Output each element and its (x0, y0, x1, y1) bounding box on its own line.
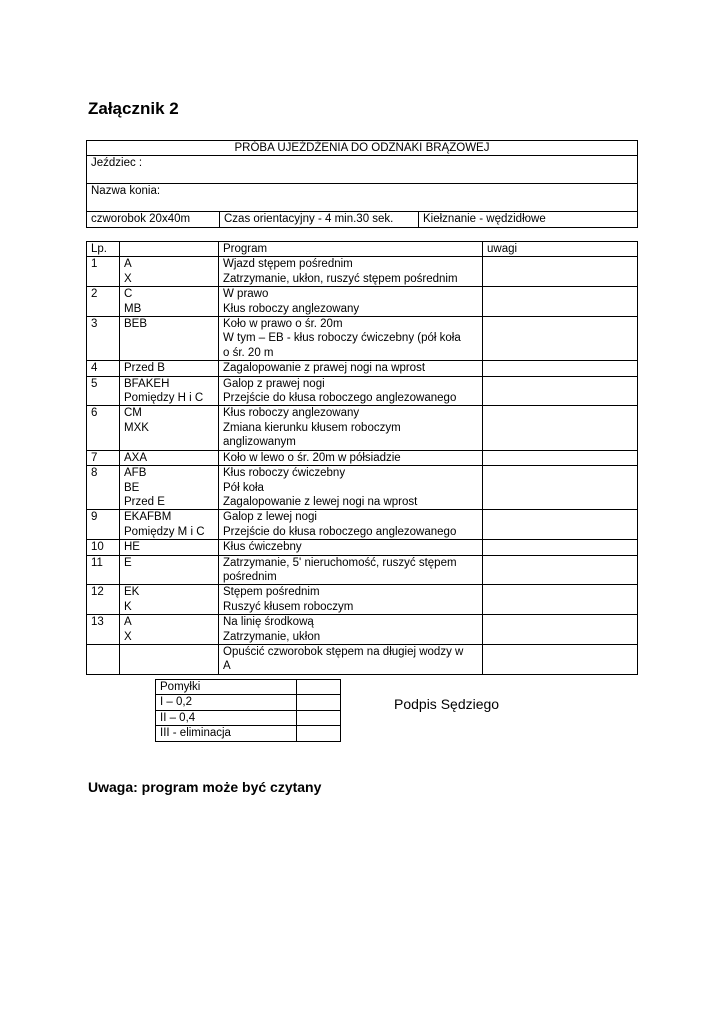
row-letters (120, 406, 219, 450)
program-row (87, 615, 638, 645)
row-number: 5 (87, 376, 120, 406)
arena-letter: E (124, 556, 132, 569)
arena-letter: BE (124, 481, 140, 494)
row-remarks (483, 450, 638, 465)
bridle-type: Kiełznanie - wędzidłowe (419, 212, 638, 227)
error-penalty-1: I – 0,2 (156, 695, 297, 710)
arena-letter: MXK (124, 421, 149, 434)
arena-letter: A (124, 258, 132, 271)
program-row (87, 540, 638, 555)
row-program (219, 644, 483, 674)
row-number: 6 (87, 406, 120, 450)
program-line: Opuścić czworobok stępem na długiej wodzy w (223, 645, 464, 658)
row-letters (120, 615, 219, 645)
row-remarks (483, 257, 638, 287)
program-line: Kłus ćwiczebny (223, 541, 302, 554)
judge-signature-label: Podpis Sędziego (394, 696, 500, 712)
program-row (87, 287, 638, 317)
row-remarks (483, 585, 638, 615)
arena-letter: HE (124, 541, 140, 554)
column-header-lp: Lp. (87, 242, 120, 257)
row-letters (120, 466, 219, 510)
page-title: Załącznik 2 (88, 99, 179, 118)
program-line: Stępem pośrednim (223, 586, 320, 599)
program-table (86, 241, 638, 675)
errors-value-cell (297, 710, 341, 725)
program-row (87, 317, 638, 361)
arena-letter: BEB (124, 318, 148, 331)
error-penalty-3: III - eliminacja (156, 726, 297, 741)
arena-letter: A (124, 616, 132, 629)
row-remarks (483, 406, 638, 450)
row-remarks (483, 555, 638, 585)
program-line: A (223, 660, 231, 673)
program-rows (87, 257, 638, 674)
rider-field: Jeździec : (87, 156, 638, 184)
row-letters (120, 540, 219, 555)
row-number: 12 (87, 585, 120, 615)
arena-letter: Przed E (124, 495, 165, 508)
arena-letter: X (124, 272, 132, 285)
row-number (87, 644, 120, 674)
arena-letter: AXA (124, 451, 148, 464)
arena-letter: Pomiędzy H i C (124, 392, 204, 405)
arena-letter: K (124, 600, 132, 613)
arena-letter: BFAKEH (124, 377, 170, 390)
row-number: 10 (87, 540, 120, 555)
arena-letter: Pomiędzy M i C (124, 525, 205, 538)
program-row (87, 644, 638, 674)
arena-letter: AFB (124, 467, 147, 480)
program-line: Koło w lewo o śr. 20m w półsiadzie (223, 451, 401, 464)
row-letters (120, 644, 219, 674)
row-remarks (483, 540, 638, 555)
row-number: 8 (87, 466, 120, 510)
row-program (219, 376, 483, 406)
program-row (87, 510, 638, 540)
arena-size: czworobok 20x40m (87, 212, 220, 227)
row-number: 3 (87, 317, 120, 361)
arena-letter: EKAFBM (124, 511, 172, 524)
program-line: Ruszyć kłusem roboczym (223, 600, 354, 613)
errors-table (155, 679, 341, 742)
row-remarks (483, 615, 638, 645)
arena-letter: MB (124, 302, 142, 315)
row-remarks (483, 317, 638, 361)
row-number: 11 (87, 555, 120, 585)
errors-value-cell (297, 695, 341, 710)
arena-letter: Przed B (124, 362, 165, 375)
row-letters (120, 585, 219, 615)
program-line: Galop z prawej nogi (223, 377, 325, 390)
arena-letter: C (124, 288, 133, 301)
arena-letter: X (124, 630, 132, 643)
row-number: 7 (87, 450, 120, 465)
test-info-table (86, 140, 638, 228)
row-number: 9 (87, 510, 120, 540)
program-line: Koło w prawo o śr. 20m (223, 318, 343, 331)
time-estimate: Czas orientacyjny - 4 min.30 sek. (220, 212, 419, 227)
program-line: Na linię środkową (223, 616, 314, 629)
reading-note: Uwaga: program może być czytany (88, 779, 322, 795)
errors-header: Pomyłki (156, 680, 297, 695)
program-row (87, 257, 638, 287)
row-program (219, 555, 483, 585)
program-line: Kłus roboczy anglezowany (223, 302, 360, 315)
errors-value-cell (297, 680, 341, 695)
row-program (219, 510, 483, 540)
program-line: Wjazd stępem pośrednim (223, 258, 353, 271)
row-remarks (483, 376, 638, 406)
program-row (87, 376, 638, 406)
program-line: pośrednim (223, 570, 277, 583)
column-header-program: Program (219, 242, 483, 257)
errors-value-cell (297, 726, 341, 741)
row-program (219, 317, 483, 361)
program-row (87, 555, 638, 585)
row-program (219, 361, 483, 376)
program-line: Zagalopowanie z prawej nogi na wprost (223, 362, 426, 375)
row-program (219, 287, 483, 317)
arena-letter: EK (124, 586, 140, 599)
row-remarks (483, 361, 638, 376)
test-header: PRÓBA UJEŻDŻENIA DO ODZNAKI BRĄZOWEJ (87, 141, 638, 156)
program-line: Zmiana kierunku kłusem roboczym (223, 421, 401, 434)
row-letters (120, 257, 219, 287)
row-letters (120, 450, 219, 465)
row-remarks (483, 466, 638, 510)
row-letters (120, 510, 219, 540)
row-program (219, 450, 483, 465)
row-remarks (483, 644, 638, 674)
row-letters (120, 287, 219, 317)
arena-letter: CM (124, 407, 142, 420)
program-line: o śr. 20 m (223, 346, 274, 359)
row-program (219, 540, 483, 555)
program-row (87, 361, 638, 376)
row-letters (120, 376, 219, 406)
error-penalty-2: II – 0,4 (156, 710, 297, 725)
program-header-row (87, 242, 638, 257)
program-line: Pół koła (223, 481, 264, 494)
program-line: W prawo (223, 288, 269, 301)
row-number: 13 (87, 615, 120, 645)
row-letters (120, 361, 219, 376)
program-line: Zatrzymanie, 5' nieruchomość, ruszyć stępem (223, 556, 457, 569)
row-program (219, 615, 483, 645)
row-remarks (483, 510, 638, 540)
row-program (219, 257, 483, 287)
program-line: Przejście do kłusa roboczego anglezowanego (223, 525, 457, 538)
program-line: Kłus roboczy anglezowany (223, 407, 360, 420)
program-line: Kłus roboczy ćwiczebny (223, 467, 346, 480)
program-row (87, 450, 638, 465)
program-line: W tym – EB - kłus roboczy ćwiczebny (pół koła (223, 332, 461, 345)
row-number: 2 (87, 287, 120, 317)
program-line: anglizowanym (223, 436, 296, 449)
program-line: Galop z lewej nogi (223, 511, 317, 524)
row-number: 4 (87, 361, 120, 376)
program-line: Zatrzymanie, ukłon (223, 630, 321, 643)
column-header-remarks: uwagi (483, 242, 638, 257)
row-program (219, 466, 483, 510)
row-letters (120, 555, 219, 585)
program-row (87, 406, 638, 450)
horse-field: Nazwa konia: (87, 184, 638, 212)
program-line: Przejście do kłusa roboczego anglezowanego (223, 392, 457, 405)
row-remarks (483, 287, 638, 317)
row-number: 1 (87, 257, 120, 287)
program-line: Zatrzymanie, ukłon, ruszyć stępem pośrednim (223, 272, 458, 285)
row-letters (120, 317, 219, 361)
row-program (219, 406, 483, 450)
column-header-letters (120, 242, 219, 257)
program-row (87, 466, 638, 510)
program-line: Zagalopowanie z lewej nogi na wprost (223, 495, 418, 508)
row-program (219, 585, 483, 615)
program-row (87, 585, 638, 615)
